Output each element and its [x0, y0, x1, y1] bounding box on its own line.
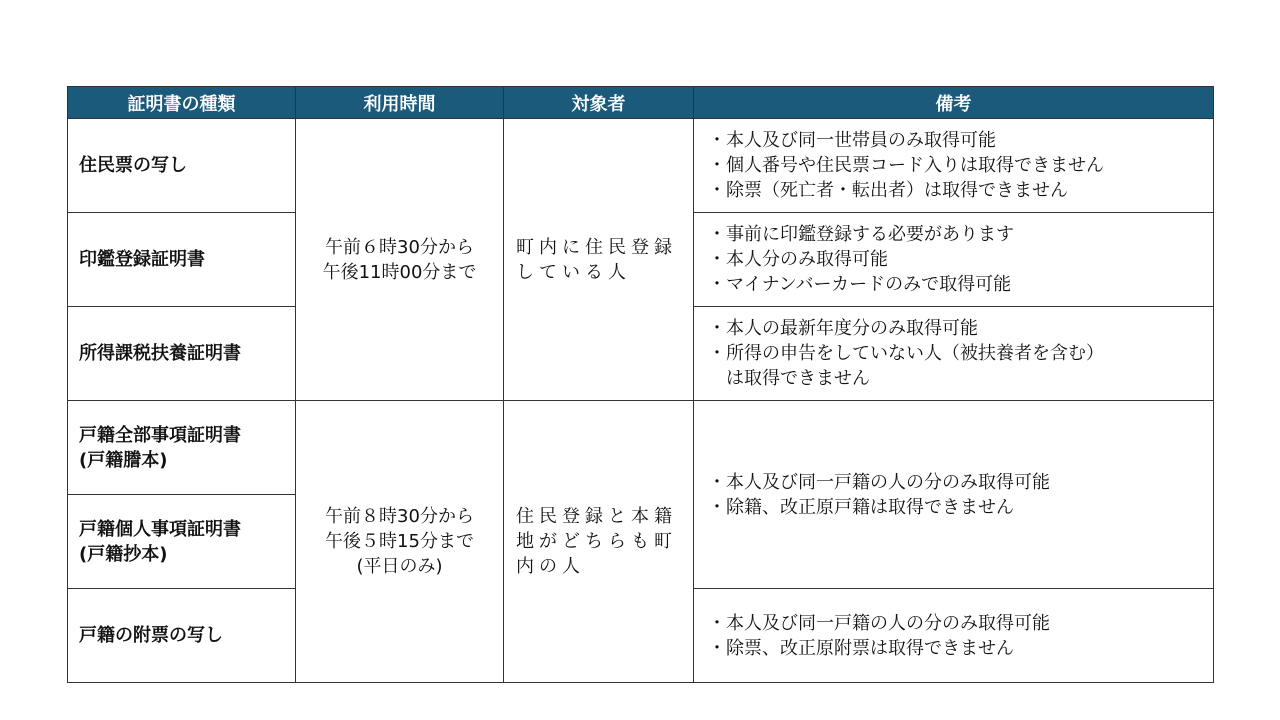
- notes-cell: [694, 307, 1214, 401]
- certificate-type-label: 戸籍全部事項証明書: [79, 424, 241, 446]
- note-line: ・本人及び同一世帯員のみ取得可能: [708, 130, 996, 151]
- hours-line: 午前６時30分から: [325, 236, 474, 258]
- certificate-type-label: 戸籍の附票の写し: [79, 625, 223, 646]
- certificate-type-cell: [68, 589, 296, 683]
- note-line: ・事前に印鑑登録する必要があります: [708, 224, 1014, 245]
- certificate-type-label: 住民票の写し: [79, 155, 187, 176]
- certificate-type-cell: [68, 119, 296, 213]
- certificate-type-label: 印鑑登録証明書: [79, 249, 205, 270]
- certificate-type-cell: [68, 495, 296, 589]
- target-line: 住民登録と本籍: [516, 506, 677, 527]
- target-cell: [504, 401, 694, 683]
- note-line: ・マイナンバーカードのみで取得可能: [708, 274, 1012, 295]
- notes-cell: [694, 213, 1214, 307]
- hours-cell: [296, 401, 504, 683]
- certificate-type-sublabel: (戸籍抄本): [79, 543, 168, 565]
- certificate-type-cell: [68, 307, 296, 401]
- header-target: 対象者: [504, 87, 694, 119]
- certificate-type-cell: [68, 213, 296, 307]
- note-line: は取得できません: [708, 368, 870, 389]
- certificate-type-label: 戸籍個人事項証明書: [79, 518, 241, 540]
- note-line: ・個人番号や住民票コード入りは取得できません: [708, 155, 1104, 176]
- hours-line: (平日のみ): [356, 556, 443, 577]
- note-line: ・除票（死亡者・転出者）は取得できません: [708, 180, 1068, 201]
- target-line: している人: [516, 261, 631, 283]
- notes-cell: [694, 401, 1214, 589]
- hours-line: 午後５時15分まで: [325, 531, 474, 552]
- note-line: ・除票、改正原附票は取得できません: [708, 637, 1014, 659]
- note-line: ・本人の最新年度分のみ取得可能: [708, 318, 978, 339]
- notes-cell: [694, 589, 1214, 683]
- certificate-type-cell: [68, 401, 296, 495]
- hours-line: 午前８時30分から: [325, 506, 474, 527]
- notes-cell: [694, 119, 1214, 213]
- certificate-type-label: 所得課税扶養証明書: [79, 343, 241, 364]
- header-notes: 備考: [694, 87, 1214, 119]
- note-line: ・除籍、改正原戸籍は取得できません: [708, 496, 1014, 518]
- certificate-type-sublabel: (戸籍謄本): [79, 449, 168, 471]
- table-row: [68, 401, 1214, 495]
- target-line: 地がどちらも町: [516, 531, 677, 552]
- hours-cell: [296, 119, 504, 401]
- note-line: ・本人及び同一戸籍の人の分のみ取得可能: [708, 471, 1050, 493]
- header-certificate-type: 証明書の種類: [68, 87, 296, 119]
- header-hours: 利用時間: [296, 87, 504, 119]
- target-line: 内の人: [516, 556, 585, 577]
- target-line: 町内に住民登録: [516, 236, 677, 258]
- note-line: ・本人及び同一戸籍の人の分のみ取得可能: [708, 612, 1050, 634]
- note-line: ・本人分のみ取得可能: [708, 249, 888, 270]
- certificate-table: [67, 86, 1214, 683]
- table-row: [68, 119, 1214, 213]
- note-line: ・所得の申告をしていない人（被扶養者を含む）: [708, 343, 1104, 364]
- hours-line: 午後11時00分まで: [322, 261, 477, 283]
- target-cell: [504, 119, 694, 401]
- table-header-row: [68, 87, 1214, 119]
